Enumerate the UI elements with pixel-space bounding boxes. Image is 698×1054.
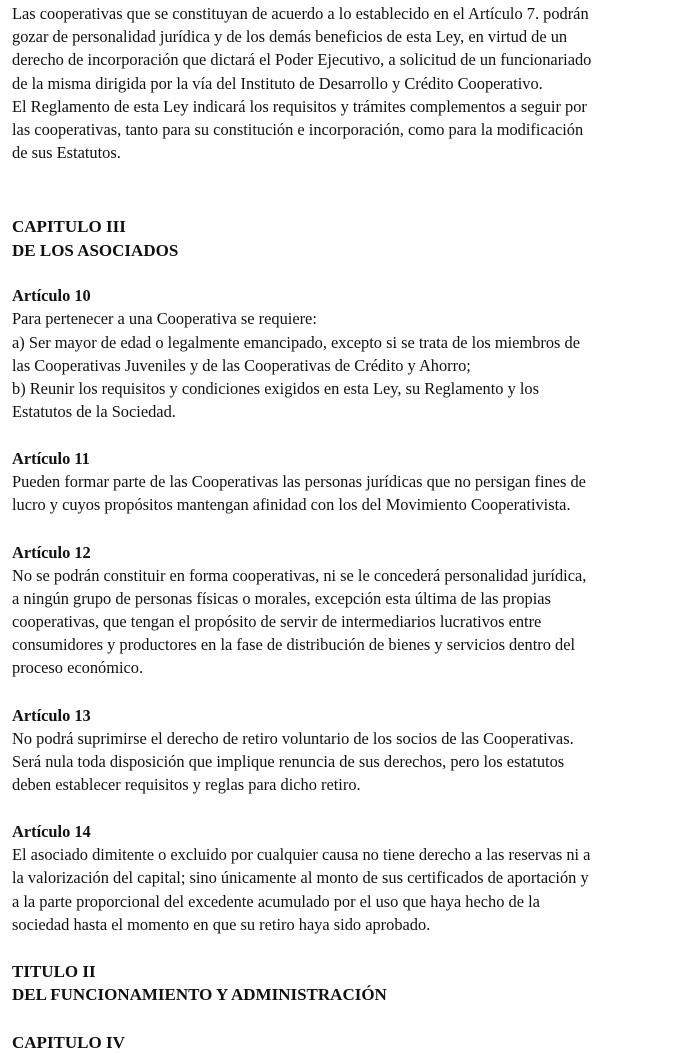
text-line: la valorización del capital; sino únicamente al monto de sus certificados de aportación y bbox=[12, 868, 589, 888]
text-line: gozar de personalidad jurídica y de los demás beneficios de esta Ley, en virtud de un bbox=[12, 27, 568, 47]
article-heading: Artículo 14 bbox=[12, 822, 91, 842]
text-line: Estatutos de la Sociedad. bbox=[12, 402, 176, 422]
text-line: a) Ser mayor de edad o legalmente emancipado, excepto si se trata de los miembros de bbox=[12, 332, 580, 352]
text-line: deben establecer requisitos y reglas para dicho retiro. bbox=[12, 774, 361, 794]
text-line: a ningún grupo de personas físicas o morales, excepción esta última de las propias bbox=[12, 588, 551, 608]
text-line: sociedad hasta el momento en que su retiro haya sido aprobado. bbox=[12, 914, 431, 934]
text-line: Será nula toda disposición que implique renuncia de sus derechos, pero los estatutos bbox=[12, 751, 565, 771]
text-line: No se podrán constituir en forma cooperativas, ni se le concederá personalidad jurídica, bbox=[12, 565, 587, 585]
title-subtitle: DEL FUNCIONAMIENTO Y ADMINISTRACIÓN bbox=[12, 985, 387, 1005]
article-heading: Artículo 12 bbox=[12, 542, 91, 562]
text-line: No podrá suprimirse el derecho de retiro voluntario de los socios de las Cooperativas. bbox=[12, 728, 574, 748]
document-page bbox=[12, 0, 698, 1054]
text-line: a la parte proporcional del excedente acumulado por el uso que haya hecho de la bbox=[12, 891, 540, 911]
text-line: b) Reunir los requisitos y condiciones exigidos en esta Ley, su Reglamento y los bbox=[12, 378, 539, 398]
chapter-title: CAPITULO III bbox=[12, 217, 126, 237]
text-line: de sus Estatutos. bbox=[12, 143, 121, 163]
article-13 bbox=[12, 704, 698, 797]
article-heading: Artículo 13 bbox=[12, 705, 91, 725]
article-11 bbox=[12, 447, 698, 516]
intro-paragraph bbox=[12, 2, 698, 164]
chapter-heading bbox=[12, 215, 698, 262]
text-line: Para pertenecer a una Cooperativa se requiere: bbox=[12, 309, 317, 329]
text-line: lucro y cuyos propósitos mantengan afinidad con los del Movimiento Cooperativista. bbox=[12, 495, 571, 515]
text-line: las Cooperativas Juveniles y de las Cooperativas de Crédito y Ahorro; bbox=[12, 355, 471, 375]
article-14 bbox=[12, 820, 698, 936]
title-heading bbox=[12, 960, 698, 1007]
text-line: cooperativas, que tengan el propósito de servir de intermediarios lucrativos entre bbox=[12, 612, 542, 631]
chapter-title: CAPITULO IV bbox=[12, 1032, 125, 1052]
article-heading: Artículo 11 bbox=[12, 449, 90, 469]
text-line: de la misma dirigida por la vía del Instituto de Desarrollo y Crédito Cooperativo. bbox=[12, 73, 543, 93]
text-line: derecho de incorporación que dictará el Poder Ejecutivo, a solicitud de un funcionariado bbox=[12, 50, 592, 70]
chapter-heading bbox=[12, 1031, 698, 1054]
title-number: TITULO II bbox=[12, 961, 96, 981]
text-line: consumidores y productores en la fase de distribución de bienes y servicios dentro del bbox=[12, 635, 576, 655]
text-line: El asociado dimitente o excluido por cualquier causa no tiene derecho a las reservas ni a bbox=[12, 845, 591, 865]
chapter-subtitle: DE LOS ASOCIADOS bbox=[12, 240, 179, 260]
text-line: Pueden formar parte de las Cooperativas las personas jurídicas que no persigan fines de bbox=[12, 472, 586, 492]
text-line: El Reglamento de esta Ley indicará los requisitos y trámites complementos a seguir por bbox=[12, 96, 587, 116]
article-12 bbox=[12, 541, 698, 680]
article-heading: Artículo 10 bbox=[12, 286, 91, 306]
text-line: proceso económico. bbox=[12, 658, 144, 678]
article-10 bbox=[12, 284, 698, 423]
text-line: Las cooperativas que se constituyan de acuerdo a lo establecido en el Artículo 7. podrán bbox=[12, 4, 589, 23]
text-line: las cooperativas, tanto para su constitución e incorporación, como para la modificación bbox=[12, 119, 584, 139]
